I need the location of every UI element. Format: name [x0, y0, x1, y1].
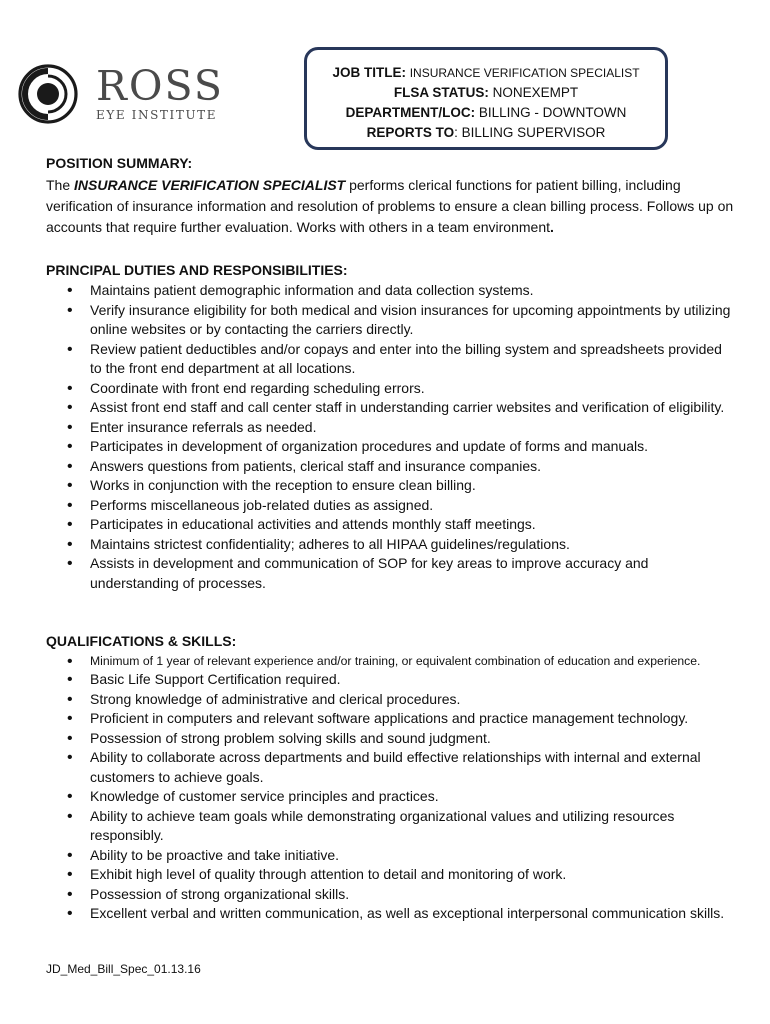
job-title-label: JOB TITLE:: [332, 65, 406, 80]
duty-item: • Enter insurance referrals as needed.: [46, 418, 736, 438]
duty-item: • Verify insurance eligibility for both medical and vision insurances for upcoming appointments by utilizing online websites or by contacting the carriers directly.: [46, 301, 736, 340]
summary-end-mark: .: [550, 219, 554, 235]
document-code-footer: JD_Med_Bill_Spec_01.13.16: [46, 962, 201, 976]
qualification-item: • Possession of strong problem solving skills and sound judgment.: [46, 729, 736, 749]
duty-item: • Maintains patient demographic information and data collection systems.: [46, 281, 736, 301]
flsa-value: NONEXEMPT: [492, 85, 579, 100]
qualification-item: • Ability to achieve team goals while demonstrating organizational values and utilizing resources responsibly.: [46, 807, 736, 846]
department-value: BILLING - DOWNTOWN: [478, 105, 627, 120]
job-title-line: [307, 63, 665, 83]
position-summary-heading: POSITION SUMMARY:: [46, 155, 193, 171]
duty-item: • Performs miscellaneous job-related duties as assigned.: [46, 496, 736, 516]
duty-item: • Coordinate with front end regarding scheduling errors.: [46, 379, 736, 399]
qualification-item: • Exhibit high level of quality through attention to detail and monitoring of work.: [46, 865, 736, 885]
reports-to-line: [307, 123, 665, 143]
summary-title-emphasis: INSURANCE VERIFICATION SPECIALIST: [74, 177, 346, 193]
duties-heading: PRINCIPAL DUTIES AND RESPONSIBILITIES:: [46, 262, 348, 278]
flsa-status-line: [307, 83, 665, 103]
ross-eye-institute-logo: [18, 64, 228, 132]
job-header-box: [304, 47, 668, 150]
duty-item: • Maintains strictest confidentiality; adheres to all HIPAA guidelines/regulations.: [46, 535, 736, 555]
duty-item: • Participates in development of organization procedures and update of forms and manuals.: [46, 437, 736, 457]
duty-item: • Works in conjunction with the reception to ensure clean billing.: [46, 476, 736, 496]
qualifications-list: [46, 653, 736, 924]
duty-item: • Participates in educational activities and attends monthly staff meetings.: [46, 515, 736, 535]
duties-list: [46, 281, 736, 593]
qualifications-section: [46, 632, 736, 924]
qualifications-heading: QUALIFICATIONS & SKILLS:: [46, 633, 237, 649]
qualification-item: • Strong knowledge of administrative and clerical procedures.: [46, 690, 736, 710]
qualification-item: • Possession of strong organizational skills.: [46, 885, 736, 905]
logo-tagline: EYE INSTITUTE: [96, 108, 218, 122]
position-summary-section: [46, 154, 736, 238]
qualification-item: • Basic Life Support Certification required.: [46, 670, 736, 690]
reports-to-label: REPORTS TO: [366, 125, 455, 140]
duty-item: • Assists in development and communication of SOP for key areas to improve accuracy and understanding of processes.: [46, 554, 736, 593]
duty-item: • Answers questions from patients, clerical staff and insurance companies.: [46, 457, 736, 477]
qualification-item: • Excellent verbal and written communication, as well as exceptional interpersonal communication skills.: [46, 904, 736, 924]
qualification-item: • Minimum of 1 year of relevant experience and/or training, or equivalent combination of education and experience.: [46, 653, 736, 670]
reports-to-value: : BILLING SUPERVISOR: [454, 125, 606, 140]
summary-body: performs clerical functions for patient billing, including verification of insurance information and resolution of problems to ensure a clean billing process. Follows up on accounts that require further evaluation. Works with others in a team environment: [46, 177, 734, 235]
duty-item: • Assist front end staff and call center staff in understanding carrier websites and verification of eligibility.: [46, 398, 736, 418]
department-line: [307, 103, 665, 123]
flsa-label: FLSA STATUS:: [393, 85, 489, 100]
qualification-item: • Ability to be proactive and take initiative.: [46, 846, 736, 866]
department-label: DEPARTMENT/LOC:: [345, 105, 476, 120]
summary-intro: The: [46, 177, 71, 193]
duty-item: • Review patient deductibles and/or copays and enter into the billing system and spreadsheets provided to the front end department at all locations.: [46, 340, 736, 379]
ross-logo-mark-icon: [18, 64, 78, 124]
logo-wordmark: ROSS: [96, 62, 224, 110]
duties-section: [46, 261, 736, 593]
position-summary-text: [46, 175, 736, 238]
qualification-item: • Ability to collaborate across departments and build effective relationships with internal and external customers to achieve goals.: [46, 748, 736, 787]
qualification-item: • Knowledge of customer service principles and practices.: [46, 787, 736, 807]
job-title-value: INSURANCE VERIFICATION SPECIALIST: [409, 66, 640, 80]
qualification-item: • Proficient in computers and relevant software applications and practice management technology.: [46, 709, 736, 729]
